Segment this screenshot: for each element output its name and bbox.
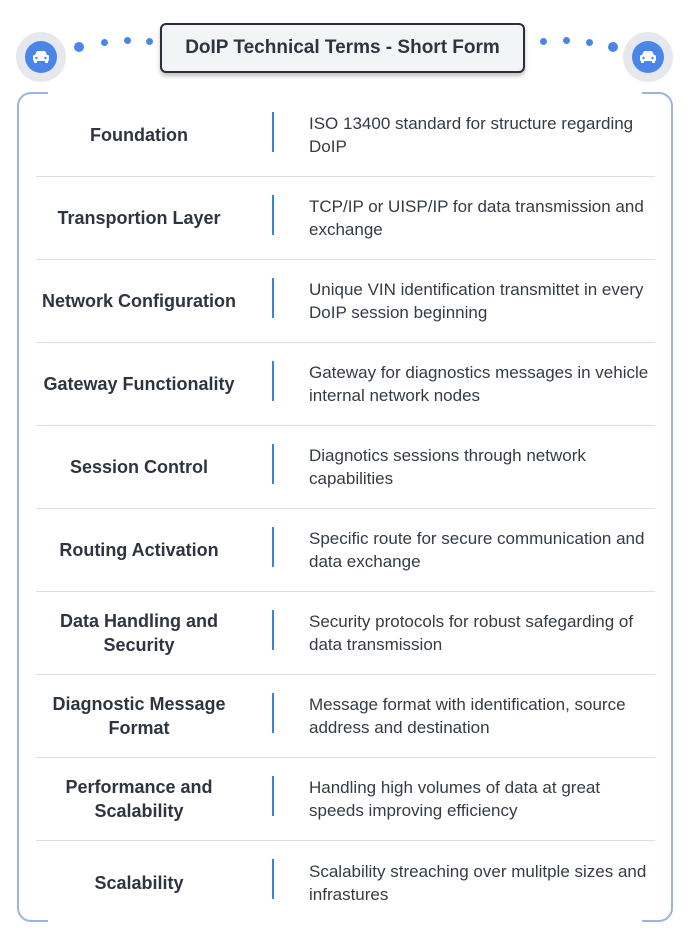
term-label: Transportion Layer [57, 208, 221, 228]
term-description: Specific route for secure communication and data exchange [309, 529, 645, 571]
row-divider [272, 444, 274, 484]
decorative-dot [146, 38, 153, 45]
term-label: Foundation [90, 125, 188, 145]
row-divider [272, 693, 274, 733]
terms-table [36, 94, 655, 924]
table-row [36, 94, 655, 177]
term-label: Diagnostic Message Format [52, 694, 226, 738]
term-description: Diagnotics sessions through network capabilities [309, 446, 586, 488]
row-divider [272, 776, 274, 816]
term-label: Network Configuration [42, 291, 236, 311]
table-row [36, 343, 655, 426]
term-description: Security protocols for robust safegarding of data transmission [309, 612, 634, 654]
term-label: Session Control [69, 457, 208, 477]
decorative-dot [540, 38, 547, 45]
car-icon [31, 49, 51, 65]
row-divider [272, 361, 274, 401]
table-row [36, 592, 655, 675]
term-label: Gateway Functionality [43, 374, 235, 394]
car-icon [638, 49, 658, 65]
term-label: Performance and Scalability [65, 777, 213, 821]
term-description: ISO 13400 standard for structure regarding DoIP [309, 114, 634, 156]
term-description: Message format with identification, source address and destination [309, 695, 626, 737]
term-label: Routing Activation [59, 540, 219, 560]
row-divider [272, 527, 274, 567]
decorative-dot [586, 39, 593, 46]
term-description: Handling high volumes of data at great speeds improving efficiency [309, 778, 601, 820]
decorative-dot [74, 42, 84, 52]
row-divider [272, 859, 274, 899]
row-divider [272, 112, 274, 152]
table-row [36, 177, 655, 260]
term-description: Scalability streaching over mulitple sizes and infrastures [309, 861, 647, 904]
right-car-badge [623, 32, 673, 82]
table-row [36, 260, 655, 343]
table-row [36, 758, 655, 841]
table-row [36, 841, 655, 924]
decorative-dot [101, 39, 108, 46]
left-car-badge [16, 32, 66, 82]
row-divider [272, 195, 274, 235]
term-description: Gateway for diagnostics messages in vehicle internal network nodes [309, 363, 649, 405]
term-description: TCP/IP or UISP/IP for data transmission and exchange [309, 197, 644, 239]
term-description: Unique VIN identification transmittet in every DoIP session beginning [309, 280, 644, 322]
decorative-dot [563, 37, 570, 44]
table-row [36, 675, 655, 758]
term-label: Scalability [94, 872, 184, 893]
row-divider [272, 278, 274, 318]
decorative-dot [608, 42, 618, 52]
table-row [36, 509, 655, 592]
row-divider [272, 610, 274, 650]
table-row [36, 426, 655, 509]
decorative-dot [124, 37, 131, 44]
page-title: DoIP Technical Terms - Short Form [160, 23, 525, 73]
term-label: Data Handling and Security [59, 611, 218, 655]
